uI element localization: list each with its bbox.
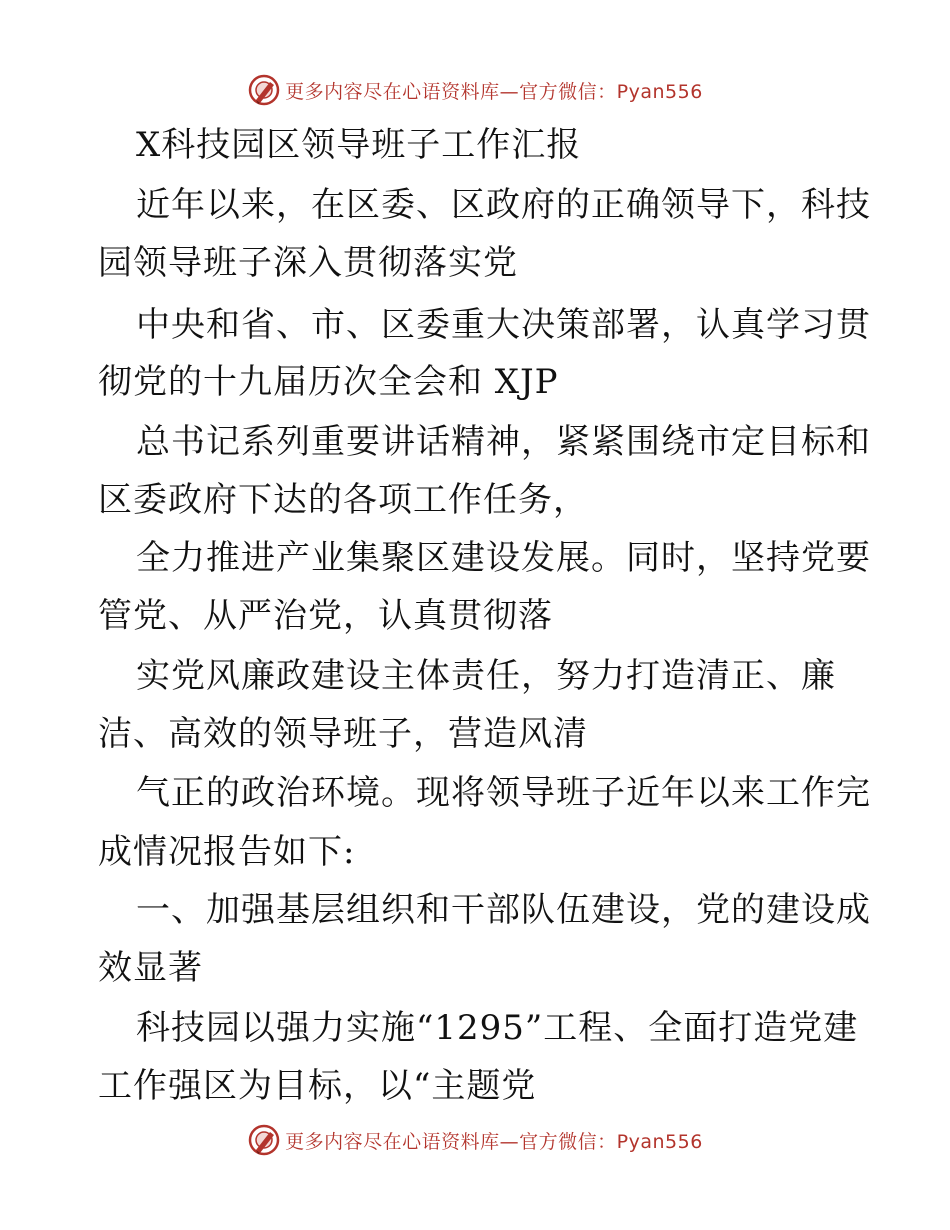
paragraph-line: 总书记系列重要讲话精神，紧紧围绕市定目标和 bbox=[136, 422, 871, 462]
paragraph-line: 全力推进产业集聚区建设发展。同时，坚持党要 bbox=[136, 538, 871, 578]
footer-banner-text: 更多内容尽在心语资料库—官方微信：Pyan556 bbox=[285, 1130, 703, 1153]
paragraph-line: 洁、高效的领导班子，营造风清 bbox=[98, 714, 588, 754]
section-heading: 效显著 bbox=[98, 948, 203, 988]
paragraph-line: 彻党的十九届历次全会和 XJP bbox=[98, 362, 559, 402]
document-title: X科技园区领导班子工作汇报 bbox=[136, 125, 582, 165]
paragraph-line: 工作强区为目标，以“主题党 bbox=[98, 1066, 537, 1106]
paragraph-line: 成情况报告如下: bbox=[98, 832, 356, 872]
header-banner-text: 更多内容尽在心语资料库—官方微信：Pyan556 bbox=[285, 80, 703, 103]
paragraph-line: 管党、从严治党，认真贯彻落 bbox=[98, 596, 553, 636]
paragraph-line: 实党风廉政建设主体责任，努力打造清正、廉 bbox=[136, 656, 836, 696]
pen-circle-logo-icon bbox=[247, 1123, 281, 1157]
paragraph-line: 近年以来，在区委、区政府的正确领导下，科技 bbox=[136, 185, 871, 225]
section-heading: 一、加强基层组织和干部队伍建设，党的建设成 bbox=[136, 890, 871, 930]
paragraph-line: 区委政府下达的各项工作任务， bbox=[98, 480, 588, 520]
footer-banner bbox=[0, 1120, 950, 1160]
paragraph-line: 中央和省、市、区委重大决策部署，认真学习贯 bbox=[136, 305, 871, 345]
paragraph-line: 园领导班子深入贯彻落实党 bbox=[98, 243, 518, 283]
paragraph-line: 气正的政治环境。现将领导班子近年以来工作完 bbox=[136, 773, 871, 813]
paragraph-line: 科技园以强力实施“1295”工程、全面打造党建 bbox=[136, 1008, 859, 1048]
